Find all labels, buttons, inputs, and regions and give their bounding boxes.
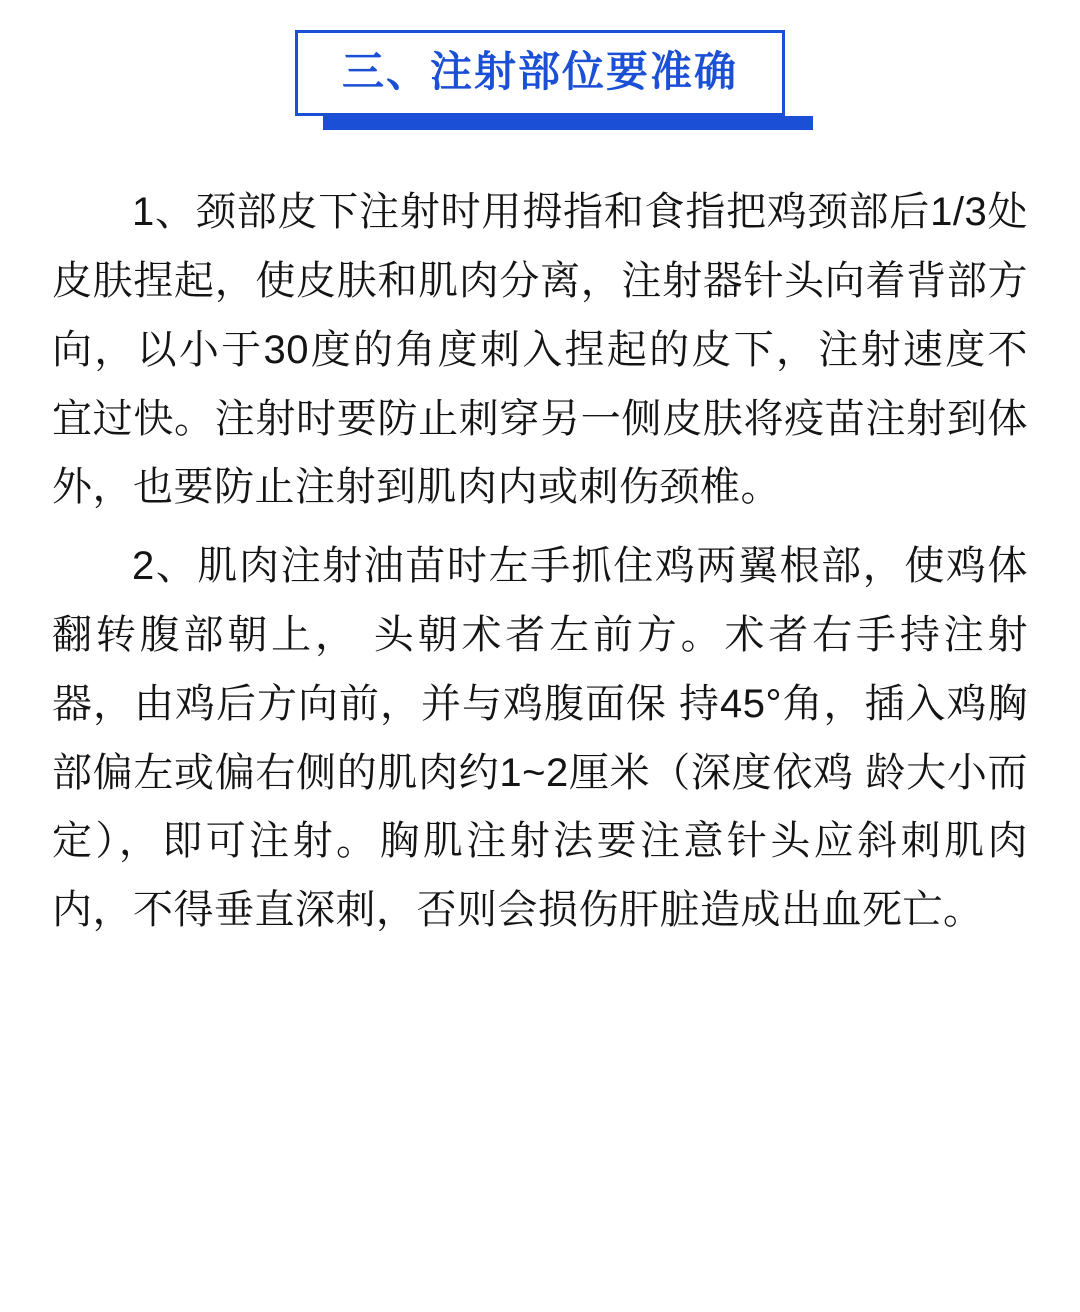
- body-content: [0, 116, 1080, 945]
- paragraph-item-2: 2、肌肉注射油苗时左手抓住鸡两翼根部，使鸡体翻转腹部朝上， 头朝术者左前方。术者右手持注射器，由鸡后方向前，并与鸡腹面保 持45°角，插入鸡胸部偏左或偏右侧的肌肉约1~2厘米（深度依鸡 龄大小而定），即可注射。胸肌注射法要注意针头应斜刺肌肉内，不得垂直深刺，否则会损伤肝脏造成出血死亡。: [52, 544, 1028, 933]
- heading-section: [0, 0, 1080, 116]
- heading-stack: [295, 30, 785, 116]
- heading-box: [295, 30, 785, 116]
- paragraph-item-1: 1、颈部皮下注射时用拇指和食指把鸡颈部后1/3处皮肤捏起，使皮肤和肌肉分离，注射器针头向着背部方向，以小于30度的角度刺入捏起的皮下，注射速度不宜过快。注射时要防止刺穿另一侧皮肤将疫苗注射到体外，也要防止注射到肌肉内或刺伤颈椎。: [52, 190, 1028, 510]
- page-title: 三、注射部位要准确: [341, 48, 738, 95]
- heading-underline-bar: [323, 116, 813, 130]
